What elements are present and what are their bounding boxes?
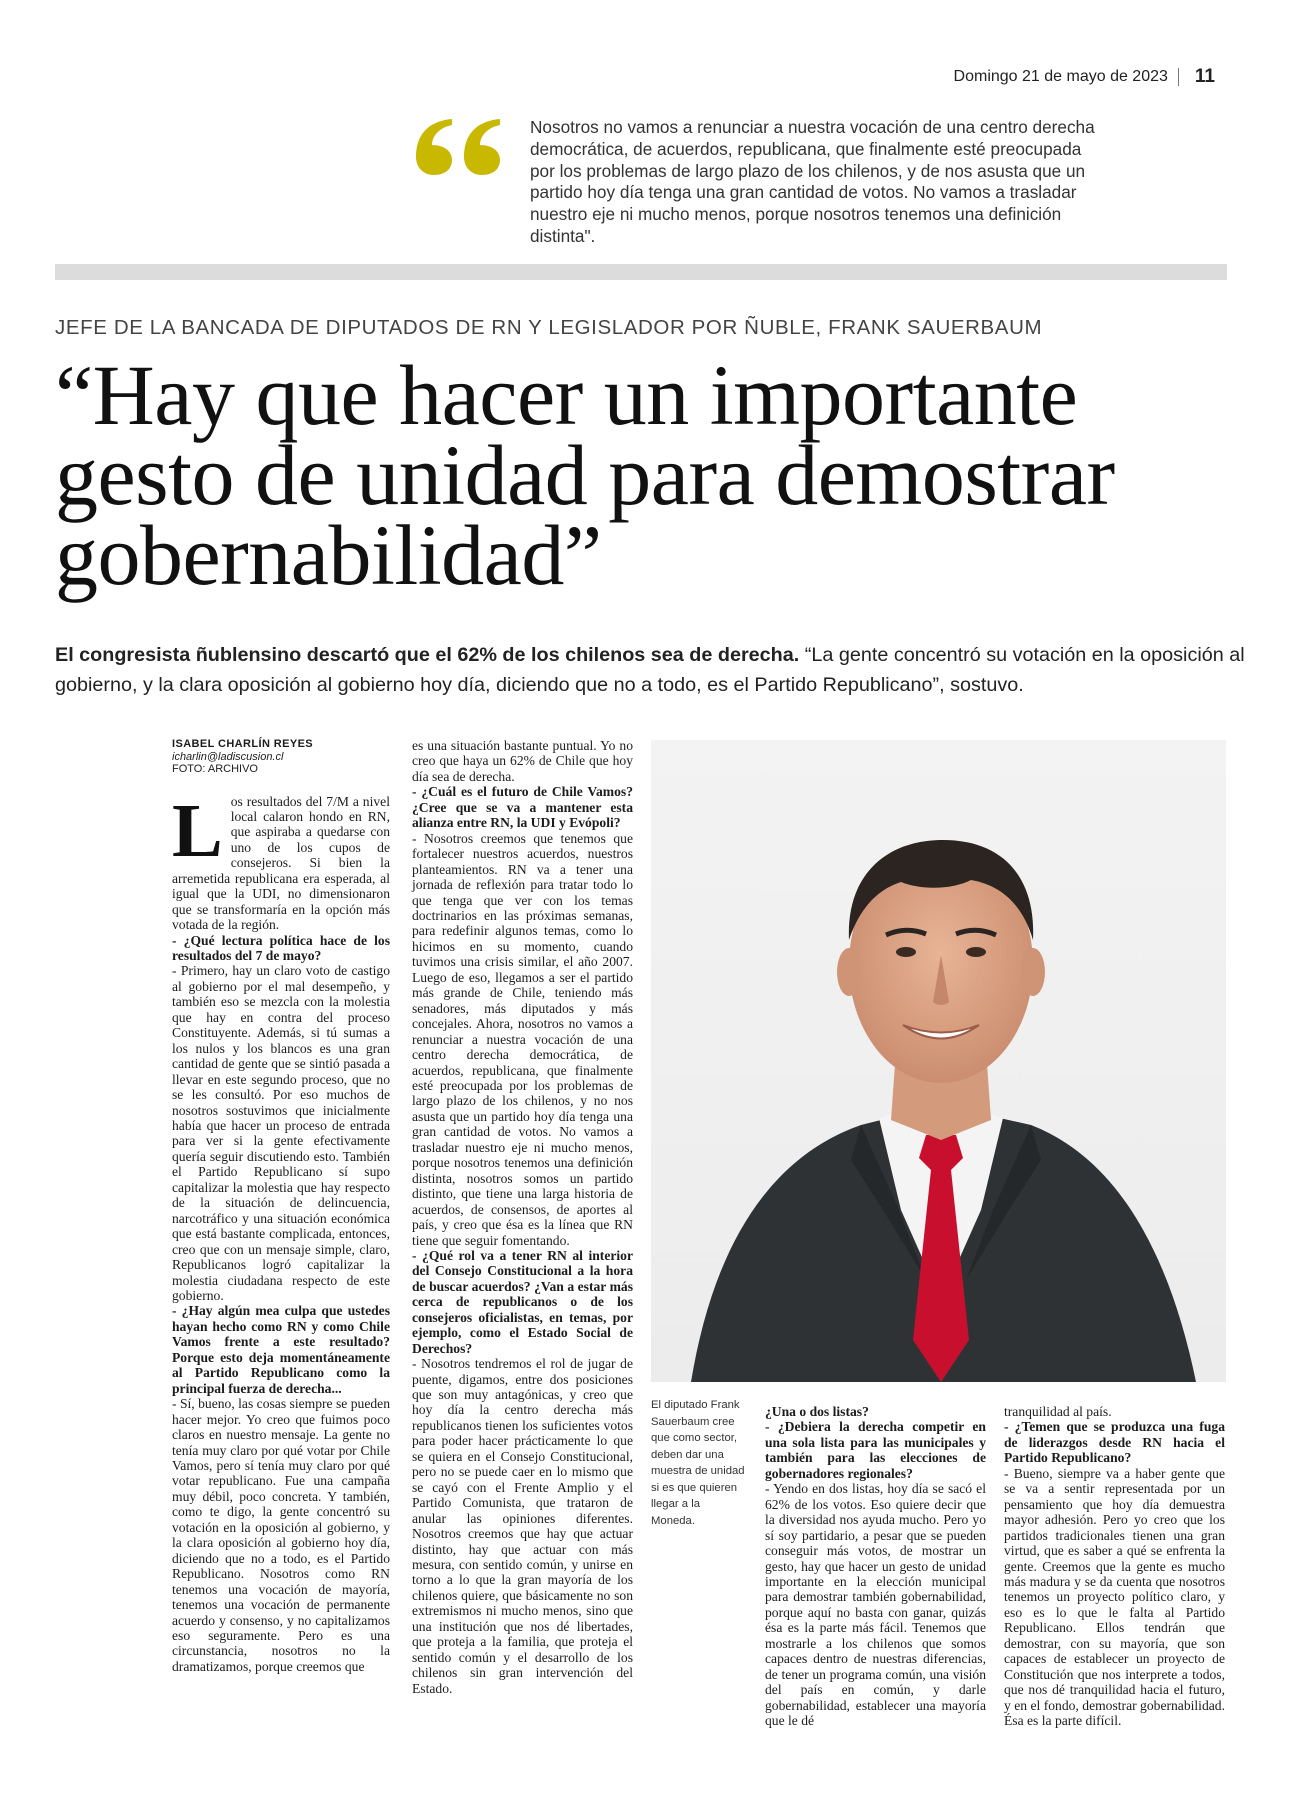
byline-author: ISABEL CHARLÍN REYES: [172, 738, 314, 750]
header-divider: [1178, 68, 1179, 86]
article-column-1: [172, 738, 390, 1674]
portrait-photo: [651, 740, 1226, 1382]
subhead: ¿Una o dos listas?: [765, 1404, 869, 1419]
answer: - Yendo en dos listas, hoy día se sacó el 62% de los votos. Eso quiere decir que la diversidad nos ayuda mucho. Pero yo sí soy partidario, a pesar que se pueden conseguir más votos, de mostrar un gesto, hay que hacer un gesto de unidad importante en la elección municipal para demostrar también gobernabilidad, porque aquí no basta con ganar, quizás ésa es la parte más fácil. Tenemos que mostrarle a los chilenos que somos capaces dentro de nuestras diferencias, de tener un programa común, una visión del país en común, y darle gobernabilidad, establecer una mayoría que le dé: [765, 1481, 986, 1729]
article-headline: “Hay que hacer un importante gesto de unidad para demostrar gobernabilidad”: [55, 347, 1115, 603]
photo-caption: El diputado Frank Sauerbaum cree que como sector, deben dar una muestra de unidad si es que quieren llegar a la Moneda.: [651, 1399, 745, 1527]
question: - ¿Debiera la derecha competir en una sola lista para las municipales y también para las elecciones de gobernadores regionales?: [765, 1419, 986, 1481]
section-divider: [55, 264, 1227, 280]
byline-photo-credit: FOTO: ARCHIVO: [172, 763, 258, 775]
drop-cap: L: [172, 788, 223, 873]
deck-text: “La gente concentró su votación en la oposición al gobierno, y la clara oposición al gobierno hoy día, diciendo que no a todo, es el Partido Republicano”, sostuvo.: [55, 644, 1245, 696]
issue-date: Domingo 21 de mayo de 2023: [953, 68, 1168, 85]
question: - ¿Cuál es el futuro de Chile Vamos? ¿Cree que se va a mantener esta alianza entre RN, la UDI y Evópoli?: [412, 784, 633, 831]
byline: [172, 738, 390, 776]
deck-bold: El congresista ñublensino descartó que el 62% de los chilenos sea de derecha.: [55, 644, 800, 666]
byline-email[interactable]: icharlin@ladiscusion.cl: [172, 750, 284, 763]
answer: - Nosotros tendremos el rol de jugar de puente, digamos, entre dos posiciones que son muy antagónicas, y creo que hoy día la centro derecha más republicanos tienen los suficientes votos para poder hacer prácticamente lo que se quiera en el Consejo Constitucional, pero no se puede caer en lo mismo que se cayó con el Frente Amplio y el Partido Comunista, que trataron de anular las opiniones diferentes. Nosotros creemos que hay que actuar distinto, hay que actuar con más mesura, con sentido común, y unirse en torno a lo que la gran mayoría de los chilenos quiere, que básicamente no son extremismos ni mucho menos, sino que una institución que nos dé libertades, que proteja a la familia, que proteja el sentido común y el desarrollo de los chilenos sin gran intervención del Estado.: [412, 1356, 633, 1696]
answer: tranquilidad al país.: [1004, 1404, 1112, 1419]
lead-paragraph: os resultados del 7/M a nivel local calaron hondo en RN, que aspiraba a quedarse con uno de los cupos de consejeros. Si bien la arremetida republicana era esperada, al igual que la UDI, no dimensionaron que se transformaría en la opción más votada de la región.: [172, 793, 390, 933]
article-column-4: [1004, 1404, 1225, 1729]
answer: es una situación bastante puntual. Yo no creo que haya un 62% de Chile que hoy día sea de derecha.: [412, 738, 633, 784]
answer: - Primero, hay un claro voto de castigo al gobierno por el mal desempeño, y también eso se mezcla con la molestia que hay en contra del proceso Constituyente. Además, si tú sumas a los nulos y los blancos es una gran cantidad de gente que se sintió pasada a llevar en este segundo proceso, que no se les consultó. Por eso muchos de nosotros sostuvimos que inicialmente había que hacer un proceso de entrada para ver si la gente efectivamente quería seguir discutiendo esto. También el Partido Republicano sí supo capitalizar la molestia que hay respecto de la situación de delincuencia, narcotráfico y una situación económica que está bastante complicada, entonces, creo que con un mensaje simple, claro, Republicanos logró capitalizar la molestia ciudadana respecto de este gobierno.: [172, 963, 390, 1303]
answer: - Nosotros creemos que tenemos que fortalecer nuestros acuerdos, nuestros planteamientos. RN va a tener una jornada de reflexión para tratar todo lo que tenga que ver con los temas doctrinarios en las próximas semanas, para redefinir algunos temas, como lo hicimos en su momento, cuando tuvimos una crisis similar, el año 2007. Luego de eso, llegamos a ser el partido más grande de Chile, teniendo más senadores, más diputados y más concejales. Ahora, nosotros no vamos a renunciar a nuestra vocación de una centro derecha democrática, de acuerdos, republicana, que finalmente esté preocupada por los problemas de largo plazo de los chilenos, y no nos asusta que un partido hoy día tenga una gran cantidad de votos. No vamos a trasladar nuestro eje ni mucho menos, porque nosotros tenemos una definición distinta, nosotros somos un partido distinto, que tiene una larga historia de acuerdos, de consensos, de aportes al país, y creo que ésa es la línea que RN tiene que seguir fomentando.: [412, 830, 633, 1248]
answer: - Sí, bueno, las cosas siempre se pueden hacer mejor. Yo creo que fuimos poco claros en nuestro mensaje. La gente no tenía muy claro por qué votar por Chile Vamos, pero sí tenía muy claro por qué votar republicano. Fue una campaña muy débil, poco concreta. Y también, como te digo, la gente concentró su votación en la oposición al gobierno, y la clara oposición al gobierno hoy día, diciendo que no a todo, es el Partido Republicano. Nosotros como RN tenemos una vocación de mayoría, tenemos una vocación de permanente acuerdo y consenso, y no capitalizamos eso seguramente. Pero es una circunstancia, nosotros no la dramatizamos, porque creemos que: [172, 1396, 390, 1674]
answer: - Bueno, siempre va a haber gente que se va a sentir representada por un pensamiento que hoy día demuestra mayor adhesión. Pero yo creo que los partidos tradicionales tienen una gran virtud, que es saber a qué se enfrenta la gente. Creemos que la gente es mucho más madura y se da cuenta que nosotros tenemos un proyecto político claro, y eso es lo que le falta al Partido Republicano. Ellos tendrán que demostrar, con su mayoría, que son capaces de establecer un proyecto de Constitución que nos interprete a todos, que nos dé tranquilidad hacia el futuro, y en el fondo, demostrar gobernabilidad. Ésa es la parte difícil.: [1004, 1465, 1225, 1729]
question: - ¿Hay algún mea culpa que ustedes hayan hecho como RN y como Chile Vamos frente a este resultado? Porque esto deja momentáneamente al Partido Republicano como la principal fuerza de derecha...: [172, 1303, 390, 1396]
portrait-illustration: [651, 740, 1226, 1382]
article-deck: [55, 640, 1245, 700]
question: - ¿Temen que se produzca una fuga de liderazgos desde RN hacia el Partido Republicano?: [1004, 1419, 1225, 1466]
question: - ¿Qué lectura política hace de los resultados del 7 de mayo?: [172, 932, 390, 964]
article-column-3: [765, 1404, 986, 1729]
page-header: [954, 66, 1215, 88]
pull-quote: Nosotros no vamos a renunciar a nuestra vocación de una centro derecha democrática, de acuerdos, republicana, que finalmente esté preocupada por los problemas de largo plazo de los chilenos, y de nos asusta que un partido hoy día tenga una gran cantidad de votos. No vamos a trasladar nuestro eje ni mucho menos, porque nosotros tenemos una definición distinta".: [530, 117, 1095, 246]
page-number: 11: [1194, 66, 1215, 87]
article-column-2: [412, 738, 633, 1696]
article-kicker: JEFE DE LA BANCADA DE DIPUTADOS DE RN Y LEGISLADOR POR ÑUBLE, FRANK SAUERBAUM: [55, 316, 1043, 339]
quote-open-icon: [408, 115, 508, 175]
question: - ¿Qué rol va a tener RN al interior del Consejo Constitucional a la hora de buscar acuerdos? ¿Van a estar más cerca de republicanos o de los consejeros oficialistas, en temas, por ejemplo, como el Estado Social de Derechos?: [412, 1247, 633, 1356]
